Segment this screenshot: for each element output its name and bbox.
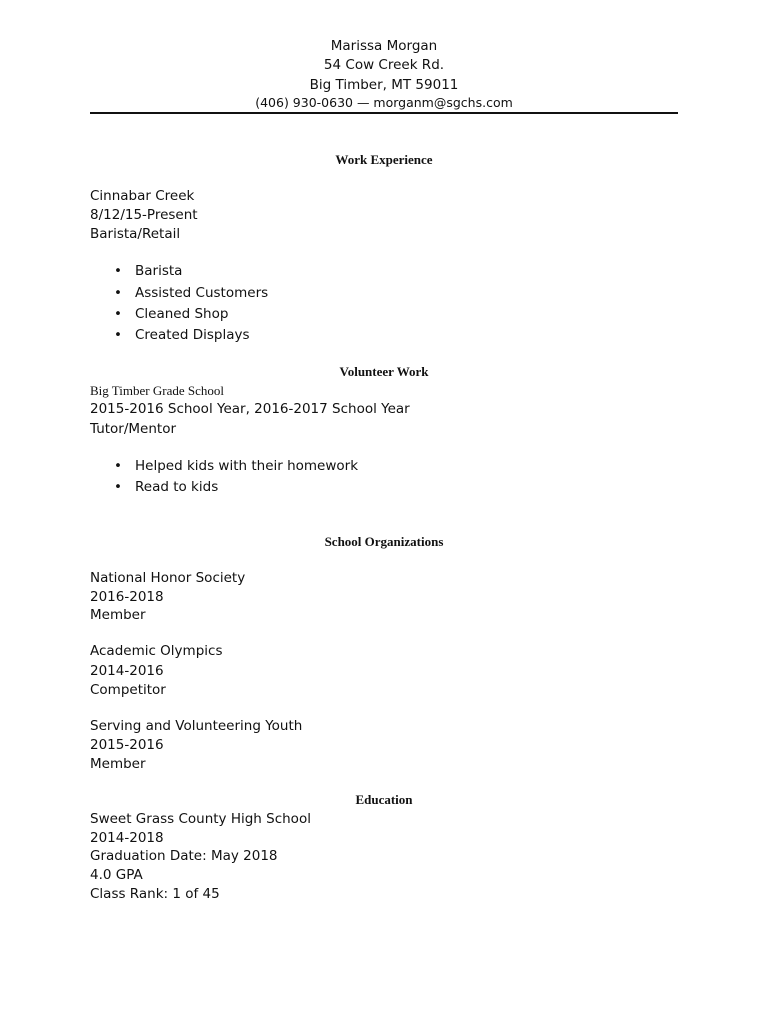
volunteer-work-heading: Volunteer Work xyxy=(339,364,429,379)
volunteer-role: Tutor/Mentor xyxy=(90,421,177,437)
resume-name: Marissa Morgan xyxy=(330,38,438,54)
organization-name: Academic Olympics xyxy=(90,643,223,659)
work-bullet-item: Created Displays xyxy=(135,327,250,343)
work-title: Barista/Retail xyxy=(90,226,181,242)
work-bullet-item: Assisted Customers xyxy=(135,285,269,301)
header-divider xyxy=(90,112,678,114)
organization-name: Serving and Volunteering Youth xyxy=(90,718,303,734)
volunteer-bullet-item: Read to kids xyxy=(135,479,219,495)
bullet-icon: • xyxy=(114,458,122,474)
education-heading: Education xyxy=(355,792,413,807)
address-line-2: Big Timber, MT 59011 xyxy=(309,77,459,93)
work-employer: Cinnabar Creek xyxy=(90,188,195,204)
bullet-icon: • xyxy=(114,327,122,343)
education-graduation: Graduation Date: May 2018 xyxy=(90,848,278,864)
organization-dates: 2016-2018 xyxy=(90,589,164,605)
organization-dates: 2014-2016 xyxy=(90,663,164,679)
bullet-icon: • xyxy=(114,263,122,279)
work-dates: 8/12/15-Present xyxy=(90,207,198,223)
volunteer-bullet-item: Helped kids with their homework xyxy=(135,458,359,474)
work-experience-heading: Work Experience xyxy=(335,152,433,167)
volunteer-dates: 2015-2016 School Year, 2016-2017 School Year xyxy=(90,401,410,417)
bullet-icon: • xyxy=(114,285,122,301)
organization-role: Member xyxy=(90,607,146,623)
work-bullet-item: Cleaned Shop xyxy=(135,306,229,322)
bullet-icon: • xyxy=(114,479,122,495)
education-class-rank: Class Rank: 1 of 45 xyxy=(90,886,220,902)
organization-dates: 2015-2016 xyxy=(90,737,164,753)
education-gpa: 4.0 GPA xyxy=(90,867,143,883)
volunteer-org: Big Timber Grade School xyxy=(90,383,224,398)
organization-name: National Honor Society xyxy=(90,570,246,586)
organization-role: Competitor xyxy=(90,682,166,698)
education-school: Sweet Grass County High School xyxy=(90,811,311,827)
bullet-icon: • xyxy=(114,306,122,322)
education-years: 2014-2018 xyxy=(90,830,164,846)
work-bullet-item: Barista xyxy=(135,263,183,279)
contact-line: (406) 930-0630 — morganm@sgchs.com xyxy=(255,95,513,110)
school-organizations-heading: School Organizations xyxy=(324,534,444,549)
address-line-1: 54 Cow Creek Rd. xyxy=(323,57,445,73)
organization-role: Member xyxy=(90,756,146,772)
